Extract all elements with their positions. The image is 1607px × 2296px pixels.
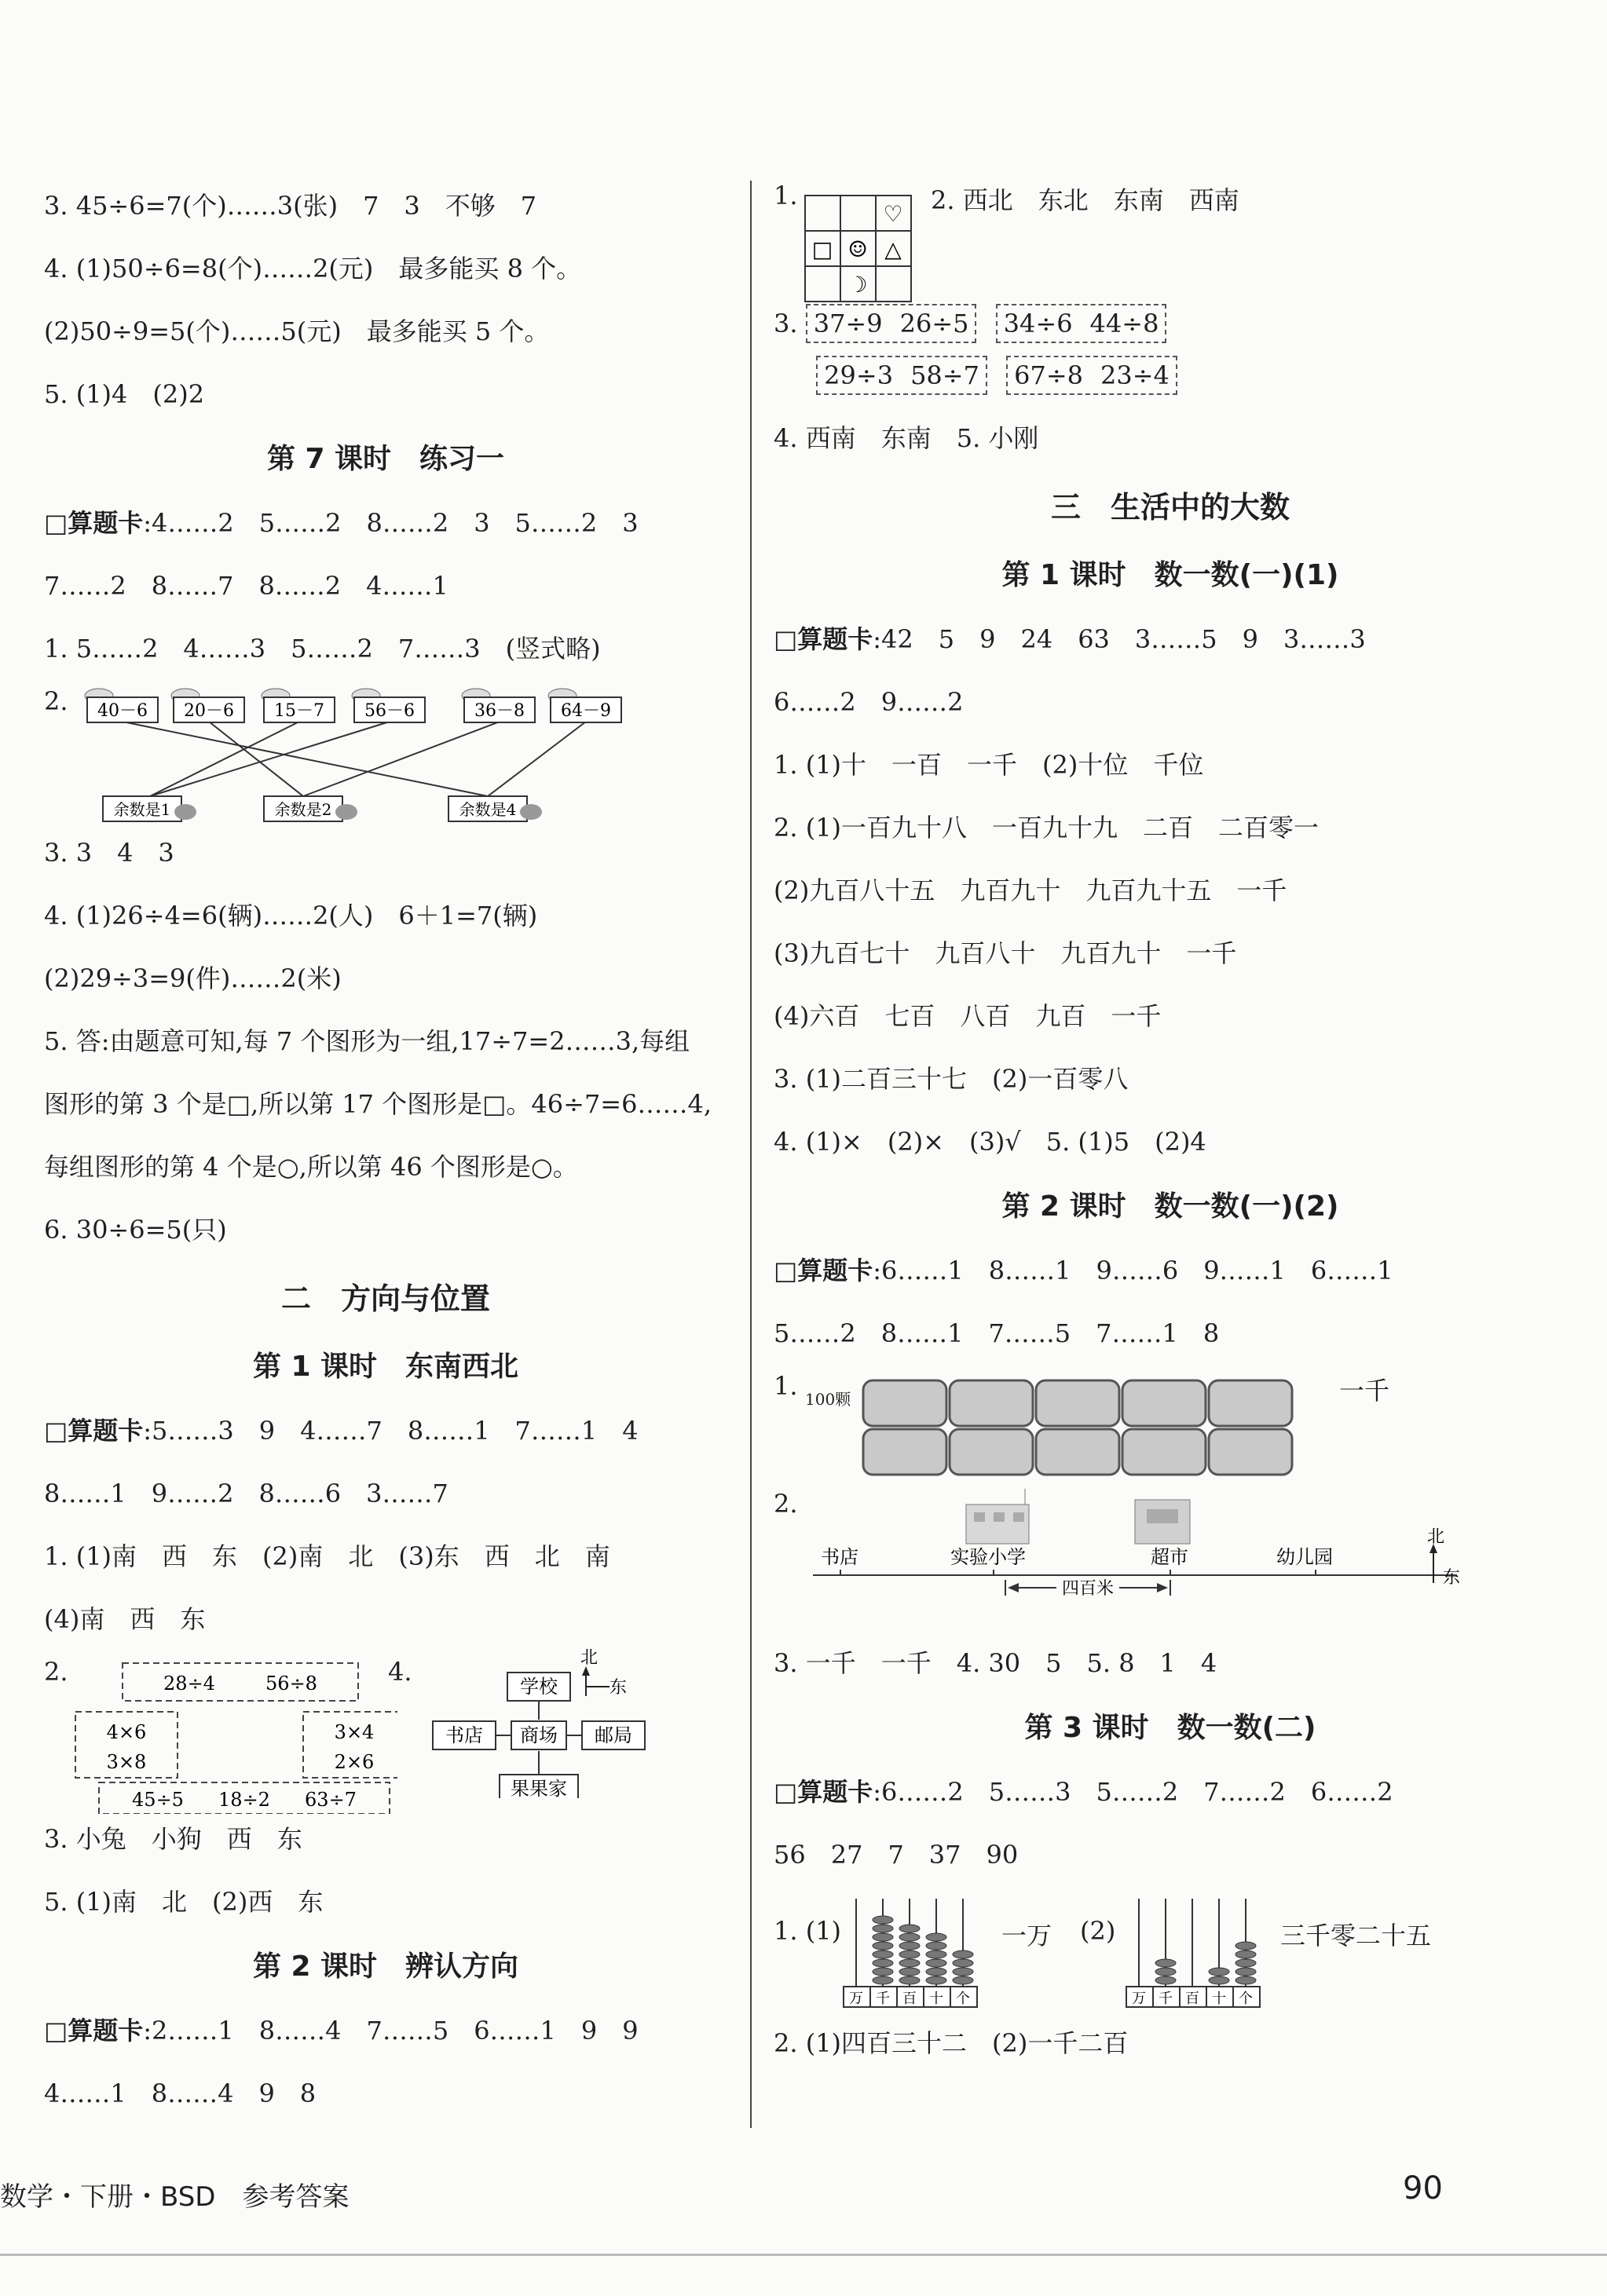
abacus-figure <box>840 1892 982 2010</box>
answer-line: 5. 答:由题意可知,每 7 个图形为一组,17÷7=2……3,每组 <box>44 1026 690 1056</box>
match-line <box>488 722 586 796</box>
calc-card-label: □算题卡 <box>774 624 873 654</box>
abacus-bead <box>899 1942 920 1950</box>
svg-text:实验小学: 实验小学 <box>950 1546 1026 1568</box>
bead-bag <box>1036 1380 1119 1426</box>
answer-line: (3)九百七十 九百八十 九百九十 一千 <box>774 938 1237 968</box>
abacus-bead <box>953 1968 973 1976</box>
question-number: 4. <box>388 1657 412 1687</box>
calc-card-label: □算题卡 <box>774 1777 873 1807</box>
abacus-bead <box>1209 1976 1229 1984</box>
match-line <box>303 722 500 796</box>
abacus-bead <box>926 1951 946 1958</box>
square-icon: □ <box>811 236 833 262</box>
abacus-bead <box>953 1951 973 1958</box>
expr-box <box>171 689 244 722</box>
abacus-bead <box>873 1951 893 1958</box>
question-number: 2. <box>44 1657 68 1687</box>
svg-text:书店: 书店 <box>445 1724 483 1746</box>
triangle-icon: △ <box>884 236 902 262</box>
abacus-row <box>774 1892 1567 2018</box>
answer-line: 2. (1)四百三十二 (2)一千二百 <box>774 2028 1129 2058</box>
unit-heading: 二 方向与位置 <box>280 1281 490 1316</box>
bead-bag <box>1209 1429 1292 1475</box>
svg-text:45÷5: 45÷5 <box>132 1789 184 1811</box>
abacus-bead <box>926 1976 946 1984</box>
answer-line: 1. 5……2 4……3 5……2 7……3 (竖式略) <box>44 634 601 664</box>
abacus-place-label: 个 <box>956 1991 970 2007</box>
fig2-boxes <box>85 689 621 722</box>
abacus-bead <box>926 1959 946 1967</box>
compass-icon <box>1427 1527 1460 1588</box>
abacus-bead <box>953 1976 973 1984</box>
question-number: 3. <box>774 309 798 338</box>
dashed-box: 29÷3 58÷7 <box>816 356 987 395</box>
svg-text:4×6: 4×6 <box>106 1721 147 1743</box>
bead-count-label: 100颗 <box>805 1390 851 1409</box>
abacus-place-label: 万 <box>1132 1991 1146 2007</box>
lesson-heading: 第 2 课时 数一数(一)(2) <box>1001 1190 1339 1223</box>
calc-card-line <box>774 614 1567 677</box>
svg-text:36－8: 36－8 <box>474 701 525 721</box>
abacus-bead <box>899 1959 920 1967</box>
match-line <box>150 722 390 796</box>
lesson-heading: 第 1 课时 东南西北 <box>252 1351 519 1383</box>
abacus-bead <box>899 1951 920 1958</box>
dashed-box: 67÷8 23÷4 <box>1006 356 1177 395</box>
match-line <box>150 722 299 796</box>
abacus-bead <box>926 1933 946 1941</box>
answer-line: 5. (1)4 (2)2 <box>44 379 205 409</box>
svg-text:北: 北 <box>580 1648 599 1668</box>
answer-line: 3. 小兔 小狗 西 东 <box>44 1824 302 1854</box>
svg-text:东: 东 <box>1443 1568 1461 1588</box>
answer-line: 3. 3 4 3 <box>44 838 174 868</box>
heart-icon: ♡ <box>883 201 903 227</box>
svg-text:书店: 书店 <box>821 1546 858 1568</box>
svg-text:余数是2: 余数是2 <box>274 800 332 819</box>
calc-card-line: 56 27 7 37 90 <box>774 1840 1019 1870</box>
bottom-rule <box>0 2254 1607 2256</box>
right-column <box>774 181 1567 2081</box>
svg-text:余数是1: 余数是1 <box>113 800 171 819</box>
svg-text:40－6: 40－6 <box>97 701 148 721</box>
question-label: 1. (1) <box>774 1916 842 1946</box>
remainder-targets <box>103 796 542 821</box>
abacus-place-label: 十 <box>1212 1991 1226 2007</box>
calc-card-label: □算题卡 <box>44 508 144 538</box>
answer-line: 3. 一千 一千 4. 30 5 5. 8 1 4 <box>774 1648 1217 1678</box>
abacus-bead <box>899 1933 920 1941</box>
lesson-heading: 第 3 课时 数一数(二) <box>1024 1712 1316 1744</box>
distance-label: 四百米 <box>1061 1579 1115 1599</box>
expr-box <box>352 689 425 722</box>
school-building-icon <box>966 1489 1029 1544</box>
direction-map <box>417 1641 700 1798</box>
calc-card-line: 4……1 8……4 9 8 <box>44 2078 317 2108</box>
bead-bag <box>1209 1380 1292 1426</box>
abacus-bead <box>1235 1951 1256 1958</box>
answer-line: 4. (1)× (2)× (3)√ 5. (1)5 (2)4 <box>774 1127 1206 1157</box>
svg-text:果果家: 果果家 <box>511 1778 567 1798</box>
question-label: (2) <box>1080 1916 1116 1946</box>
abacus-place-label: 百 <box>1185 1991 1199 2007</box>
svg-text:幼儿园: 幼儿园 <box>1276 1546 1333 1568</box>
abacus-place-label: 万 <box>849 1991 863 2007</box>
grouping-figure <box>68 1657 397 1814</box>
abacus-bead <box>873 1968 893 1976</box>
abacus-answer: 三千零二十五 <box>1280 1921 1432 1951</box>
abacus-bead <box>873 1942 893 1950</box>
abacus-bead <box>1155 1976 1176 1984</box>
symbol-grid-row <box>774 181 1567 298</box>
expr-box <box>462 689 535 722</box>
answer-line: 3. (1)二百三十七 (2)一百零八 <box>774 1064 1129 1094</box>
lesson-heading: 第 7 课时 练习一 <box>266 443 505 475</box>
abacus-place-label: 千 <box>876 1991 890 2007</box>
abacus-bead <box>1155 1968 1176 1976</box>
svg-text:15－7: 15－7 <box>274 701 324 721</box>
svg-text:商场: 商场 <box>520 1724 558 1746</box>
svg-text:64－9: 64－9 <box>561 701 611 721</box>
calc-card-line <box>44 1406 727 1468</box>
answer-line: 2. (1)一百九十八 一百九十九 二百 二百零一 <box>774 813 1320 843</box>
calc-card-label: □算题卡 <box>774 1256 873 1285</box>
calc-card-answers: :6……2 5……3 5……2 7……2 6……2 <box>873 1777 1393 1807</box>
calc-card-answers: :6……1 8……1 9……6 9……1 6……1 <box>873 1256 1393 1285</box>
match-line <box>123 722 488 796</box>
smiley-icon: ☺ <box>847 236 868 262</box>
abacus-bead <box>1155 1959 1176 1967</box>
question-number: 2. <box>44 686 68 716</box>
moon-icon: ☽ <box>847 272 868 298</box>
calc-card-label: □算题卡 <box>44 1416 144 1446</box>
abacus-bead <box>1209 1968 1229 1976</box>
footer-text: 数学・下册・BSD 参考答案 <box>0 2181 350 2213</box>
compass-icon <box>580 1648 627 1698</box>
svg-text:56－6: 56－6 <box>364 701 415 721</box>
svg-text:3×8: 3×8 <box>106 1751 147 1773</box>
abacus-bead <box>926 1968 946 1976</box>
answer-line: 图形的第 3 个是□,所以第 17 个图形是□。46÷7=6……4, <box>44 1089 712 1119</box>
remainder-box <box>264 796 357 821</box>
page-number: 90 <box>1403 2170 1443 2206</box>
place-number-line <box>805 1489 1496 1638</box>
svg-text:56÷8: 56÷8 <box>265 1673 317 1695</box>
abacus-answer: 一万 <box>1001 1921 1052 1951</box>
bead-bag <box>1036 1429 1119 1475</box>
abacus-place-label: 百 <box>902 1991 917 2007</box>
symbol-grid <box>801 192 919 309</box>
dashed-box: 37÷9 26÷5 <box>806 304 977 343</box>
abacus-bead <box>1235 1959 1256 1967</box>
lesson-heading: 第 1 课时 数一数(一)(1) <box>1001 559 1339 591</box>
abacus-bead <box>873 1916 893 1924</box>
answer-line: 1. (1)十 一百 一千 (2)十位 千位 <box>774 750 1204 780</box>
expr-box <box>85 689 158 722</box>
question-number: 1. <box>774 181 798 210</box>
abacus-place-label: 千 <box>1159 1991 1173 2007</box>
svg-text:2×6: 2×6 <box>334 1751 375 1773</box>
answer-line: (4)南 西 东 <box>44 1604 206 1634</box>
calc-card-line: 7……2 8……7 8……2 4……1 <box>44 571 448 601</box>
answer-line: 1. (1)南 西 东 (2)南 北 (3)东 西 北 南 <box>44 1541 610 1571</box>
abacus-bead <box>873 1959 893 1967</box>
calc-card-label: □算题卡 <box>44 2016 144 2046</box>
calc-card-line: 5……2 8……1 7……5 7……1 8 <box>774 1318 1220 1348</box>
svg-text:余数是4: 余数是4 <box>459 800 517 819</box>
answer-line: (2)九百八十五 九百九十 九百九十五 一千 <box>774 876 1287 905</box>
question-number: 2. <box>774 1489 798 1519</box>
number-line-row <box>774 1489 1567 1638</box>
calc-card-line <box>44 2005 727 2068</box>
svg-text:3×4: 3×4 <box>334 1721 375 1743</box>
remainder-box <box>103 796 196 821</box>
svg-text:超市: 超市 <box>1151 1546 1188 1568</box>
supermarket-building-icon <box>1135 1500 1190 1544</box>
abacus-bead <box>899 1925 920 1932</box>
expr-box <box>548 689 621 722</box>
abacus-figure <box>1123 1892 1265 2010</box>
abacus-bead <box>926 1942 946 1950</box>
abacus-bead <box>1235 1942 1256 1950</box>
bead-bags-row <box>774 1371 1567 1489</box>
grouping-and-map-row <box>44 1648 727 1814</box>
calc-card-answers: :42 5 9 24 63 3……5 9 3……3 <box>873 624 1366 654</box>
answer-line: 每组图形的第 4 个是○,所以第 46 个图形是○。 <box>44 1152 578 1182</box>
calc-card-line: 6……2 9……2 <box>774 687 964 717</box>
svg-text:邮局: 邮局 <box>595 1724 632 1746</box>
bead-bag <box>863 1380 946 1426</box>
matching-figure-row <box>44 686 727 828</box>
svg-text:北: 北 <box>1427 1527 1445 1547</box>
unit-heading: 三 生活中的大数 <box>1050 490 1290 525</box>
svg-text:东: 东 <box>609 1678 628 1698</box>
answer-line: (2)29÷3=9(件)……2(米) <box>44 963 342 993</box>
remainder-box <box>448 796 542 821</box>
abacus-bead <box>873 1933 893 1941</box>
svg-text:18÷2: 18÷2 <box>218 1789 270 1811</box>
calc-card-line: 8……1 9……2 8……6 3……7 <box>44 1479 448 1508</box>
svg-text:28÷4: 28÷4 <box>163 1673 215 1695</box>
bead-total-answer: 一千 <box>1339 1376 1390 1406</box>
question-number: 1. <box>774 1371 798 1401</box>
bead-bag <box>950 1429 1033 1475</box>
svg-text:63÷7: 63÷7 <box>305 1789 357 1811</box>
calc-card-answers: :5……3 9 4……7 8……1 7……1 4 <box>143 1416 639 1446</box>
answer-line: 2. 西北 东北 东南 西南 <box>931 185 1239 215</box>
abacus-bead <box>1235 1976 1256 1984</box>
page-footer <box>0 2170 1607 2222</box>
abacus-place-label: 十 <box>929 1991 943 2007</box>
column-divider <box>750 181 752 2128</box>
svg-text:学校: 学校 <box>520 1676 558 1698</box>
answer-line: 5. (1)南 北 (2)西 东 <box>44 1887 324 1917</box>
matching-figure <box>75 686 735 828</box>
answer-line: 6. 30÷6=5(只) <box>44 1215 227 1245</box>
abacus-bead <box>873 1976 893 1984</box>
bead-bag <box>950 1380 1033 1426</box>
svg-text:20－6: 20－6 <box>184 701 234 721</box>
abacus-bead <box>899 1968 920 1976</box>
abacus-bead <box>873 1925 893 1932</box>
answer-line: (2)50÷9=5(个)……5(元) 最多能买 5 个。 <box>44 316 550 346</box>
bead-bag <box>1122 1380 1206 1426</box>
division-groups-line <box>774 350 1567 413</box>
calc-card-line <box>774 1767 1567 1830</box>
dashed-box: 34÷6 44÷8 <box>996 304 1167 343</box>
left-column <box>44 181 727 2131</box>
answer-line: 4. 西南 东南 5. 小刚 <box>774 423 1039 453</box>
calc-card-line <box>44 498 727 561</box>
expr-box <box>262 689 335 722</box>
calc-card-answers: :2……1 8……4 7……5 6……1 9 9 <box>143 2016 639 2046</box>
abacus-bead <box>953 1959 973 1967</box>
answer-line: 4. (1)50÷6=8(个)……2(元) 最多能买 8 个。 <box>44 254 582 283</box>
answer-line: (4)六百 七百 八百 九百 一千 <box>774 1001 1162 1031</box>
lesson-heading: 第 2 课时 辨认方向 <box>252 1951 519 1983</box>
bead-bags-figure <box>860 1374 1300 1484</box>
dashed-box <box>123 1663 358 1701</box>
abacus-bead <box>899 1976 920 1984</box>
calc-card-line <box>774 1245 1567 1308</box>
abacus-bead <box>1235 1968 1256 1976</box>
bead-bag <box>1122 1429 1206 1475</box>
answer-line: 3. 45÷6=7(个)……3(张) 7 3 不够 7 <box>44 191 537 221</box>
answer-line: 4. (1)26÷4=6(辆)……2(人) 6＋1=7(辆) <box>44 901 538 930</box>
calc-card-answers: :4……2 5……2 8……2 3 5……2 3 <box>143 508 639 538</box>
bead-bag <box>863 1429 946 1475</box>
abacus-place-label: 个 <box>1239 1991 1253 2007</box>
